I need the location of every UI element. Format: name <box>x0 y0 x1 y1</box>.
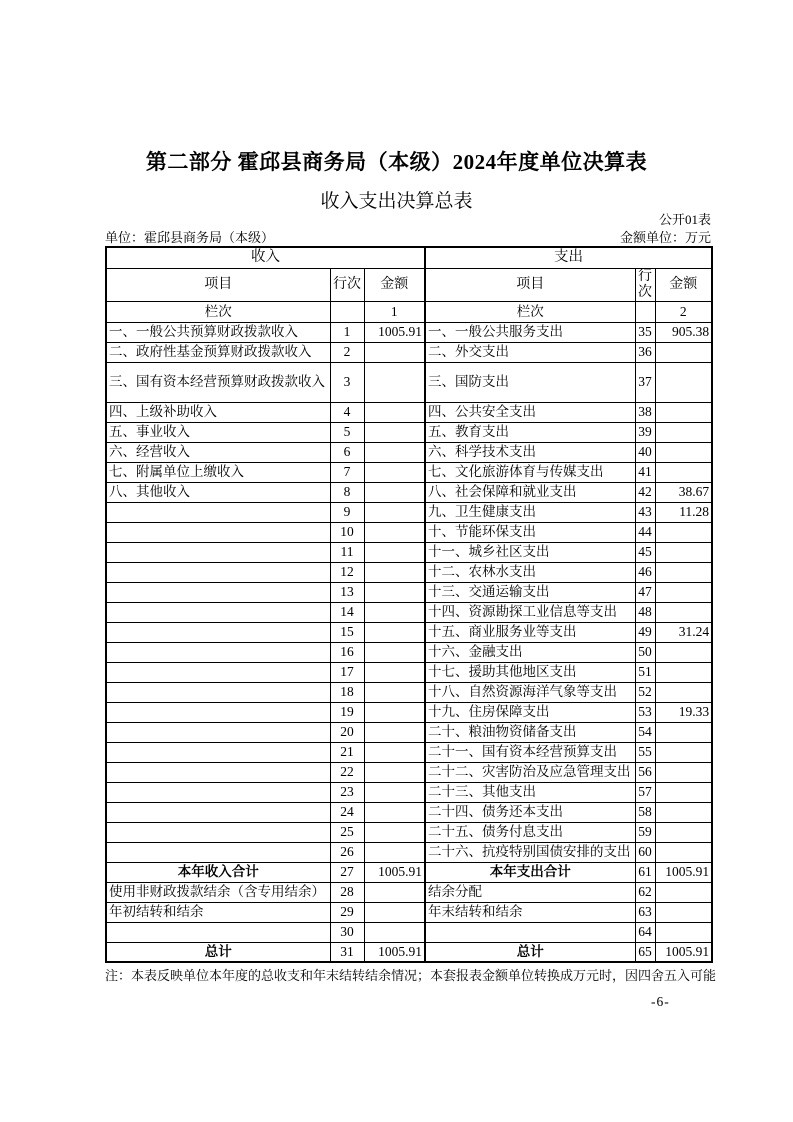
expense-rowno-cell: 46 <box>635 562 655 582</box>
income-item-cell: 三、国有资本经营预算财政拨款收入 <box>106 362 330 402</box>
expense-amount-cell <box>655 642 712 662</box>
income-amount-cell: 1005.91 <box>364 322 425 342</box>
table-row <box>106 762 712 782</box>
income-amount-cell <box>364 502 425 522</box>
expense-amount-cell: 38.67 <box>655 482 712 502</box>
income-rowno-cell: 18 <box>330 682 364 702</box>
expense-item-cell: 二十三、其他支出 <box>425 782 635 802</box>
income-amount-cell <box>364 582 425 602</box>
income-amount-cell <box>364 722 425 742</box>
income-rowno-cell: 19 <box>330 702 364 722</box>
expense-amount-cell <box>655 842 712 862</box>
income-rowno-cell: 11 <box>330 542 364 562</box>
expense-amount-cell: 905.38 <box>655 322 712 342</box>
table-row <box>106 362 712 402</box>
income-amount-cell <box>364 922 425 942</box>
expense-item-cell: 十五、商业服务业等支出 <box>425 622 635 642</box>
expense-amount-cell <box>655 402 712 422</box>
income-amount-cell <box>364 342 425 362</box>
income-item-cell <box>106 662 330 682</box>
income-item-cell: 年初结转和结余 <box>106 902 330 922</box>
income-rowno-cell: 14 <box>330 602 364 622</box>
income-rowno-cell: 26 <box>330 842 364 862</box>
expense-amount-cell <box>655 562 712 582</box>
income-item-cell: 使用非财政拨款结余（含专用结余） <box>106 882 330 902</box>
income-rowno-cell: 16 <box>330 642 364 662</box>
table-row <box>106 322 712 342</box>
income-amount-cell <box>364 602 425 622</box>
table-row <box>106 922 712 942</box>
table-row <box>106 582 712 602</box>
expense-rowno-cell: 40 <box>635 442 655 462</box>
income-item-cell <box>106 702 330 722</box>
expense-rowno-cell: 56 <box>635 762 655 782</box>
income-amount-cell <box>364 882 425 902</box>
income-item-cell <box>106 602 330 622</box>
expense-amount-cell <box>655 362 712 402</box>
income-rowno-cell: 21 <box>330 742 364 762</box>
expense-lanci-label: 栏次 <box>425 301 635 322</box>
expense-item-cell: 三、国防支出 <box>425 362 635 402</box>
income-rowno-cell: 31 <box>330 942 364 962</box>
expense-amount-cell: 1005.91 <box>655 862 712 882</box>
expense-rowno-cell: 64 <box>635 922 655 942</box>
table-row <box>106 342 712 362</box>
income-amount-cell <box>364 782 425 802</box>
expense-rowno-cell: 50 <box>635 642 655 662</box>
income-amount-header: 金额 <box>364 268 425 301</box>
income-rowno-cell: 8 <box>330 482 364 502</box>
expense-amount-cell <box>655 342 712 362</box>
income-rowno-cell: 25 <box>330 822 364 842</box>
expense-rowno-cell: 54 <box>635 722 655 742</box>
income-rowno-cell: 10 <box>330 522 364 542</box>
table-row <box>106 482 712 502</box>
expense-amount-cell <box>655 742 712 762</box>
table-row <box>106 662 712 682</box>
income-rowno-cell: 2 <box>330 342 364 362</box>
income-amount-cell <box>364 622 425 642</box>
table-row <box>106 842 712 862</box>
expense-item-cell: 一、一般公共服务支出 <box>425 322 635 342</box>
expense-amount-cell <box>655 662 712 682</box>
expense-item-cell: 五、教育支出 <box>425 422 635 442</box>
expense-rowno-cell: 44 <box>635 522 655 542</box>
income-item-cell <box>106 922 330 942</box>
income-rowno-cell: 9 <box>330 502 364 522</box>
table-row <box>106 422 712 442</box>
expense-rowno-cell: 48 <box>635 602 655 622</box>
income-amount-cell <box>364 662 425 682</box>
income-item-cell <box>106 682 330 702</box>
income-rowno-cell: 15 <box>330 622 364 642</box>
table-column-header-row <box>106 268 712 301</box>
expense-rowno-cell: 42 <box>635 482 655 502</box>
income-item-cell: 总计 <box>106 942 330 962</box>
amount-unit-label: 金额单位：万元 <box>619 230 711 245</box>
income-item-cell: 一、一般公共预算财政拨款收入 <box>106 322 330 342</box>
income-rowno-cell: 5 <box>330 422 364 442</box>
table-row <box>106 562 712 582</box>
unit-label: 单位：霍邱县商务局（本级） <box>105 230 275 245</box>
table-row <box>106 542 712 562</box>
income-rowno-cell: 6 <box>330 442 364 462</box>
expense-amount-cell <box>655 462 712 482</box>
expense-item-cell: 四、公共安全支出 <box>425 402 635 422</box>
income-section-header: 收入 <box>106 247 425 268</box>
expense-amount-cell <box>655 902 712 922</box>
income-rowno-cell: 30 <box>330 922 364 942</box>
expense-amount-cell: 19.33 <box>655 702 712 722</box>
expense-amount-cell <box>655 422 712 442</box>
income-item-cell: 二、政府性基金预算财政拨款收入 <box>106 342 330 362</box>
expense-rowno-cell: 61 <box>635 862 655 882</box>
table-lanci-row <box>106 301 712 322</box>
table-row <box>106 882 712 902</box>
expense-rowno-cell: 63 <box>635 902 655 922</box>
income-item-cell <box>106 622 330 642</box>
expense-rowno-cell: 65 <box>635 942 655 962</box>
expense-amount-cell <box>655 602 712 622</box>
income-amount-cell <box>364 642 425 662</box>
table-row <box>106 722 712 742</box>
expense-item-cell: 二十二、灾害防治及应急管理支出 <box>425 762 635 782</box>
income-amount-cell <box>364 742 425 762</box>
expense-rowno-cell: 36 <box>635 342 655 362</box>
income-rowno-cell: 28 <box>330 882 364 902</box>
note-text: 注：本表反映单位本年度的总收支和年末结转结余情况；本套报表金额单位转换成万元时，因四舍五入可能 <box>105 968 717 983</box>
expense-item-cell: 十三、交通运输支出 <box>425 582 635 602</box>
table-body <box>106 322 712 962</box>
income-item-cell <box>106 542 330 562</box>
table-row <box>106 462 712 482</box>
income-rowno-cell: 29 <box>330 902 364 922</box>
expense-section-header: 支出 <box>425 247 712 268</box>
page-title: 第二部分 霍邱县商务局（本级）2024年度单位决算表 <box>145 150 648 174</box>
expense-item-cell: 本年支出合计 <box>425 862 635 882</box>
expense-amount-cell <box>655 542 712 562</box>
table-row <box>106 902 712 922</box>
income-amount-cell <box>364 702 425 722</box>
expense-rowno-cell: 60 <box>635 842 655 862</box>
expense-item-cell: 十六、金融支出 <box>425 642 635 662</box>
expense-rowno-cell: 58 <box>635 802 655 822</box>
income-amount-cell <box>364 462 425 482</box>
table-row <box>106 402 712 422</box>
income-amount-cell <box>364 482 425 502</box>
table-row <box>106 522 712 542</box>
expense-item-cell: 二、外交支出 <box>425 342 635 362</box>
expense-item-cell: 八、社会保障和就业支出 <box>425 482 635 502</box>
income-amount-cell <box>364 822 425 842</box>
expense-amount-cell <box>655 802 712 822</box>
expense-item-cell: 十七、援助其他地区支出 <box>425 662 635 682</box>
expense-amount-cell: 1005.91 <box>655 942 712 962</box>
table-row <box>106 502 712 522</box>
expense-item-cell: 年末结转和结余 <box>425 902 635 922</box>
expense-rowno-cell: 38 <box>635 402 655 422</box>
income-rowno-cell: 20 <box>330 722 364 742</box>
expense-rowno-cell: 43 <box>635 502 655 522</box>
expense-item-cell: 六、科学技术支出 <box>425 442 635 462</box>
expense-item-cell: 二十一、国有资本经营预算支出 <box>425 742 635 762</box>
expense-item-cell: 七、文化旅游体育与传媒支出 <box>425 462 635 482</box>
income-amount-cell: 1005.91 <box>364 942 425 962</box>
income-amount-cell <box>364 522 425 542</box>
expense-item-cell: 九、卫生健康支出 <box>425 502 635 522</box>
expense-item-header: 项目 <box>425 268 635 301</box>
income-rowno-cell: 3 <box>330 362 364 402</box>
income-amount-cell <box>364 762 425 782</box>
table-row <box>106 782 712 802</box>
expense-amount-cell <box>655 442 712 462</box>
expense-amount-header: 金额 <box>655 268 712 301</box>
table-row <box>106 442 712 462</box>
expense-rowno-header: 行次 <box>635 268 655 301</box>
income-item-cell: 四、上级补助收入 <box>106 402 330 422</box>
expense-item-cell: 十一、城乡社区支出 <box>425 542 635 562</box>
expense-rowno-cell: 39 <box>635 422 655 442</box>
income-amount-cell <box>364 562 425 582</box>
expense-amount-cell <box>655 762 712 782</box>
income-amount-cell: 1005.91 <box>364 862 425 882</box>
income-item-cell <box>106 802 330 822</box>
expense-rowno-cell: 57 <box>635 782 655 802</box>
income-rowno-cell: 27 <box>330 862 364 882</box>
income-amount-cell <box>364 442 425 462</box>
expense-item-cell: 二十四、债务还本支出 <box>425 802 635 822</box>
income-item-cell <box>106 842 330 862</box>
income-item-cell <box>106 762 330 782</box>
income-amount-cell <box>364 682 425 702</box>
income-rowno-cell: 13 <box>330 582 364 602</box>
expense-item-cell: 二十六、抗疫特别国债安排的支出 <box>425 842 635 862</box>
expense-amount-cell <box>655 682 712 702</box>
table-row <box>106 602 712 622</box>
expense-item-cell: 结余分配 <box>425 882 635 902</box>
expense-item-cell <box>425 922 635 942</box>
table-row <box>106 802 712 822</box>
income-col-number: 1 <box>364 301 425 322</box>
table-row <box>106 822 712 842</box>
income-rowno-cell: 12 <box>330 562 364 582</box>
expense-amount-cell <box>655 922 712 942</box>
expense-rowno-cell: 51 <box>635 662 655 682</box>
expense-item-cell: 十四、资源勘探工业信息等支出 <box>425 602 635 622</box>
income-item-cell: 六、经营收入 <box>106 442 330 462</box>
expense-item-cell: 二十五、债务付息支出 <box>425 822 635 842</box>
expense-amount-cell <box>655 882 712 902</box>
expense-amount-cell <box>655 582 712 602</box>
expense-rowno-cell: 52 <box>635 682 655 702</box>
income-lanci-label: 栏次 <box>106 301 330 322</box>
income-item-cell <box>106 822 330 842</box>
expense-rowno-cell: 59 <box>635 822 655 842</box>
expense-rowno-cell: 53 <box>635 702 655 722</box>
income-amount-cell <box>364 422 425 442</box>
income-rowno-cell: 4 <box>330 402 364 422</box>
expense-lanci-blank <box>635 301 655 322</box>
income-rowno-cell: 7 <box>330 462 364 482</box>
expense-item-cell: 十八、自然资源海洋气象等支出 <box>425 682 635 702</box>
expense-amount-cell <box>655 722 712 742</box>
income-item-cell: 八、其他收入 <box>106 482 330 502</box>
expense-item-cell: 十二、农林水支出 <box>425 562 635 582</box>
income-item-cell: 五、事业收入 <box>106 422 330 442</box>
income-amount-cell <box>364 542 425 562</box>
expense-rowno-cell: 47 <box>635 582 655 602</box>
income-item-header: 项目 <box>106 268 330 301</box>
expense-amount-cell: 31.24 <box>655 622 712 642</box>
table-row <box>106 942 712 962</box>
income-item-cell: 本年收入合计 <box>106 862 330 882</box>
income-amount-cell <box>364 402 425 422</box>
income-item-cell <box>106 562 330 582</box>
income-amount-cell <box>364 362 425 402</box>
expense-rowno-cell: 37 <box>635 362 655 402</box>
table-row <box>106 862 712 882</box>
income-item-cell <box>106 782 330 802</box>
income-rowno-cell: 23 <box>330 782 364 802</box>
table-row <box>106 682 712 702</box>
expense-item-cell: 总计 <box>425 942 635 962</box>
expense-rowno-cell: 45 <box>635 542 655 562</box>
income-item-cell <box>106 502 330 522</box>
income-rowno-cell: 22 <box>330 762 364 782</box>
income-item-cell <box>106 582 330 602</box>
page-number: -6- <box>651 994 670 1009</box>
expense-item-cell: 二十、粮油物资储备支出 <box>425 722 635 742</box>
income-lanci-blank <box>330 301 364 322</box>
expense-rowno-cell: 35 <box>635 322 655 342</box>
meta-row <box>105 227 711 246</box>
expense-amount-cell: 11.28 <box>655 502 712 522</box>
table-row <box>106 642 712 662</box>
expense-amount-cell <box>655 522 712 542</box>
income-rowno-cell: 1 <box>330 322 364 342</box>
table-code-label: 公开01表 <box>658 212 711 227</box>
budget-summary-table <box>105 246 713 963</box>
expense-rowno-cell: 49 <box>635 622 655 642</box>
income-item-cell <box>106 742 330 762</box>
income-item-cell <box>106 642 330 662</box>
table-row <box>106 702 712 722</box>
expense-amount-cell <box>655 782 712 802</box>
expense-rowno-cell: 62 <box>635 882 655 902</box>
page-subtitle: 收入支出决算总表 <box>320 191 473 212</box>
table-row <box>106 622 712 642</box>
income-amount-cell <box>364 802 425 822</box>
income-item-cell <box>106 522 330 542</box>
income-rowno-cell: 17 <box>330 662 364 682</box>
expense-rowno-cell: 55 <box>635 742 655 762</box>
table-section-header-row <box>106 247 712 268</box>
income-amount-cell <box>364 902 425 922</box>
expense-item-cell: 十九、住房保障支出 <box>425 702 635 722</box>
income-item-cell <box>106 722 330 742</box>
expense-rowno-cell: 41 <box>635 462 655 482</box>
expense-item-cell: 十、节能环保支出 <box>425 522 635 542</box>
table-row <box>106 742 712 762</box>
income-amount-cell <box>364 842 425 862</box>
expense-col-number: 2 <box>655 301 712 322</box>
expense-amount-cell <box>655 822 712 842</box>
income-rowno-header: 行次 <box>330 268 364 301</box>
income-item-cell: 七、附属单位上缴收入 <box>106 462 330 482</box>
income-rowno-cell: 24 <box>330 802 364 822</box>
